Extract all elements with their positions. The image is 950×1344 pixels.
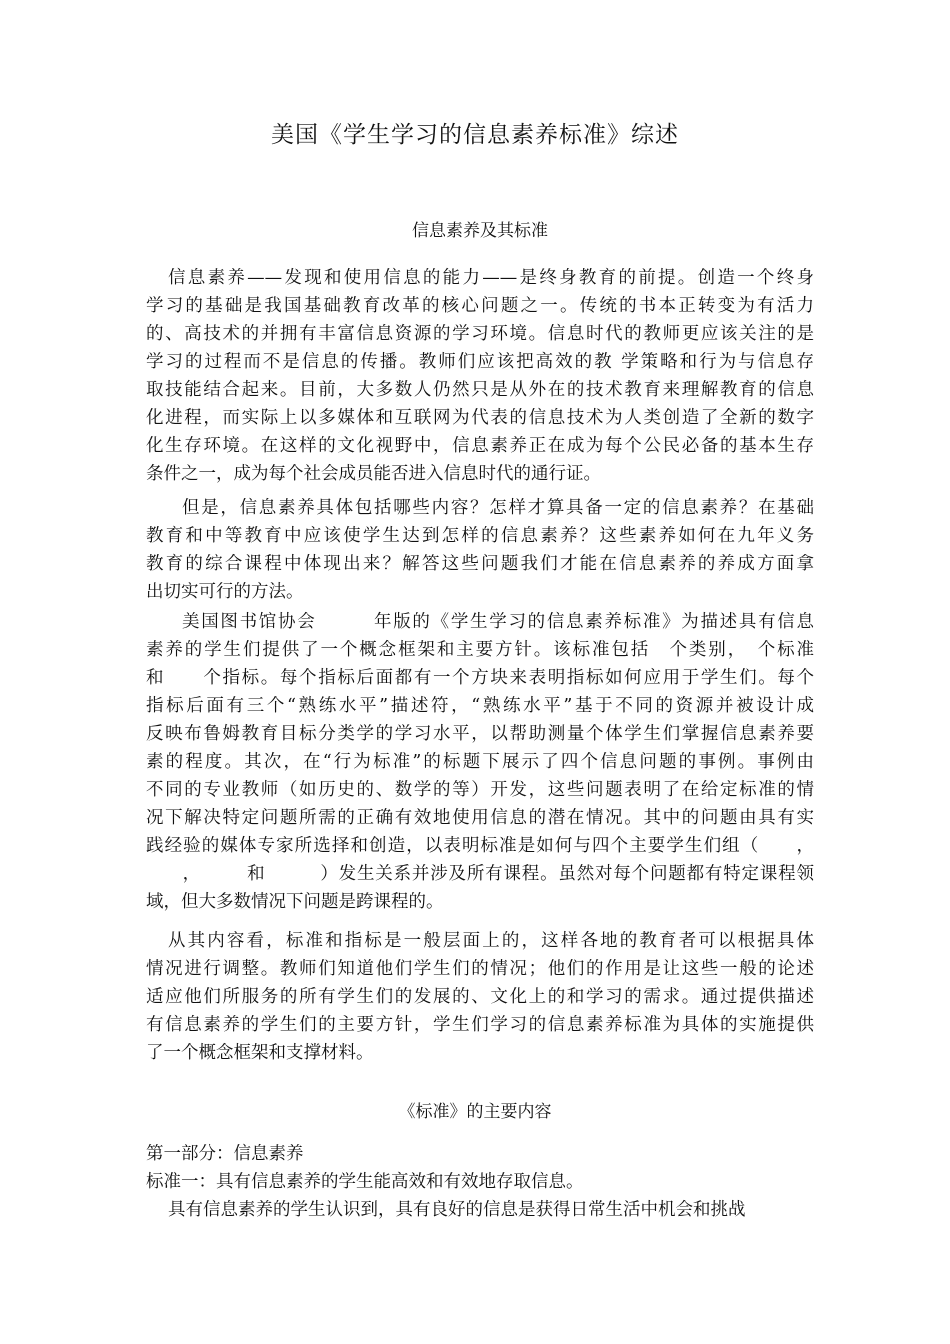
standard-heading: 标准一：具有信息素养的学生能高效和有效地存取信息。	[146, 1172, 584, 1192]
paragraph-line: 素养的学生们提供了一个概念框架和主要方针。该标准包括 个类别， 个标准	[146, 640, 814, 660]
paragraph-3	[146, 608, 814, 916]
part-heading: 第一部分：信息素养	[146, 1144, 304, 1164]
paragraph-line: 指标后面有三个“熟练水平”描述符，“熟练水平”基于不同的资源并被设计成	[146, 696, 814, 716]
paragraph-1	[146, 264, 814, 488]
paragraph-line: 但是，信息素养具体包括哪些内容？怎样才算具备一定的信息素养？在基础	[182, 498, 814, 518]
paragraph-line: 出切实可行的方法。	[146, 582, 304, 602]
paragraph-line: 化生存环境。在这样的文化视野中，信息素养正在成为每个公民必备的基本生存	[146, 436, 814, 456]
paragraph-4	[146, 927, 814, 1067]
paragraph-line: 美国图书馆协会 年版的《学生学习的信息素养标准》为描述具有信息	[182, 612, 814, 632]
paragraph-line: 践经验的媒体专家所选择和创造，以表明标准是如何与四个主要学生们组（ ，	[146, 836, 814, 856]
paragraph-line: 情况进行调整。教师们知道他们学生们的情况；他们的作用是让这些一般的论述	[146, 959, 814, 979]
document-title: 美国《学生学习的信息素养标准》综述	[271, 122, 679, 148]
paragraph-2	[146, 494, 814, 606]
paragraph-line: 的、高技术的并拥有丰富信息资源的学习环境。信息时代的教师更应该关注的是	[146, 324, 814, 344]
paragraph-line: 有信息素养的学生们的主要方针，学生们学习的信息素养标准为具体的实施提供	[146, 1015, 814, 1035]
paragraph-line: 了一个概念框架和支撑材料。	[146, 1043, 374, 1063]
paragraph-line: 取技能结合起来。目前，大多数人仍然只是从外在的技术教育来理解教育的信息	[146, 380, 814, 400]
paragraph-line: 化进程，而实际上以多媒体和互联网为代表的信息技术为人类创造了全新的数字	[146, 408, 814, 428]
paragraph-line: 学习的基础是我国基础教育改革的核心问题之一。传统的书本正转变为有活力	[146, 296, 814, 316]
paragraph-line: 从其内容看，标准和指标是一般层面上的，这样各地的教育者可以根据具体	[168, 931, 814, 951]
paragraph-line: 教育和中等教育中应该使学生达到怎样的信息素养？这些素养如何在九年义务	[146, 526, 814, 546]
section-heading-information-literacy: 信息素养及其标准	[412, 221, 548, 241]
paragraph-line: ， 和 ）发生关系并涉及所有课程。虽然对每个问题都有特定课程领	[146, 864, 814, 884]
paragraph-line: 适应他们所服务的所有学生们的发展的、文化上的和学习的需求。通过提供描述	[146, 987, 814, 1007]
paragraph-line: 域，但大多数情况下问题是跨课程的。	[146, 892, 444, 912]
paragraph-line: 和 个指标。每个指标后面都有一个方块来表明指标如何应用于学生们。每个	[146, 668, 814, 688]
standard-paragraph-line: 具有信息素养的学生认识到，具有良好的信息是获得日常生活中机会和挑战	[168, 1200, 746, 1220]
paragraph-line: 况下解决特定问题所需的正确有效地使用信息的潜在情况。其中的问题由具有实	[146, 808, 814, 828]
paragraph-line: 反映布鲁姆教育目标分类学的学习水平，以帮助测量个体学生们掌握信息素养要	[146, 724, 814, 744]
section-heading-main-content: 《标准》的主要内容	[398, 1102, 552, 1122]
paragraph-line: 信息素养——发现和使用信息的能力——是终身教育的前提。创造一个终身	[168, 268, 814, 288]
paragraph-line: 学习的过程而不是信息的传播。教师们应该把高效的教 学策略和行为与信息存	[146, 352, 814, 372]
paragraph-line: 不同的专业教师（如历史的、数学的等）开发，这些问题表明了在给定标准的情	[146, 780, 814, 800]
paragraph-line: 条件之一，成为每个社会成员能否进入信息时代的通行证。	[146, 464, 601, 484]
part-one-block	[146, 1140, 814, 1224]
paragraph-line: 素的程度。其次，在“行为标准”的标题下展示了四个信息问题的事例。事例由	[146, 752, 814, 772]
paragraph-line: 教育的综合课程中体现出来？解答这些问题我们才能在信息素养的养成方面拿	[146, 554, 814, 574]
